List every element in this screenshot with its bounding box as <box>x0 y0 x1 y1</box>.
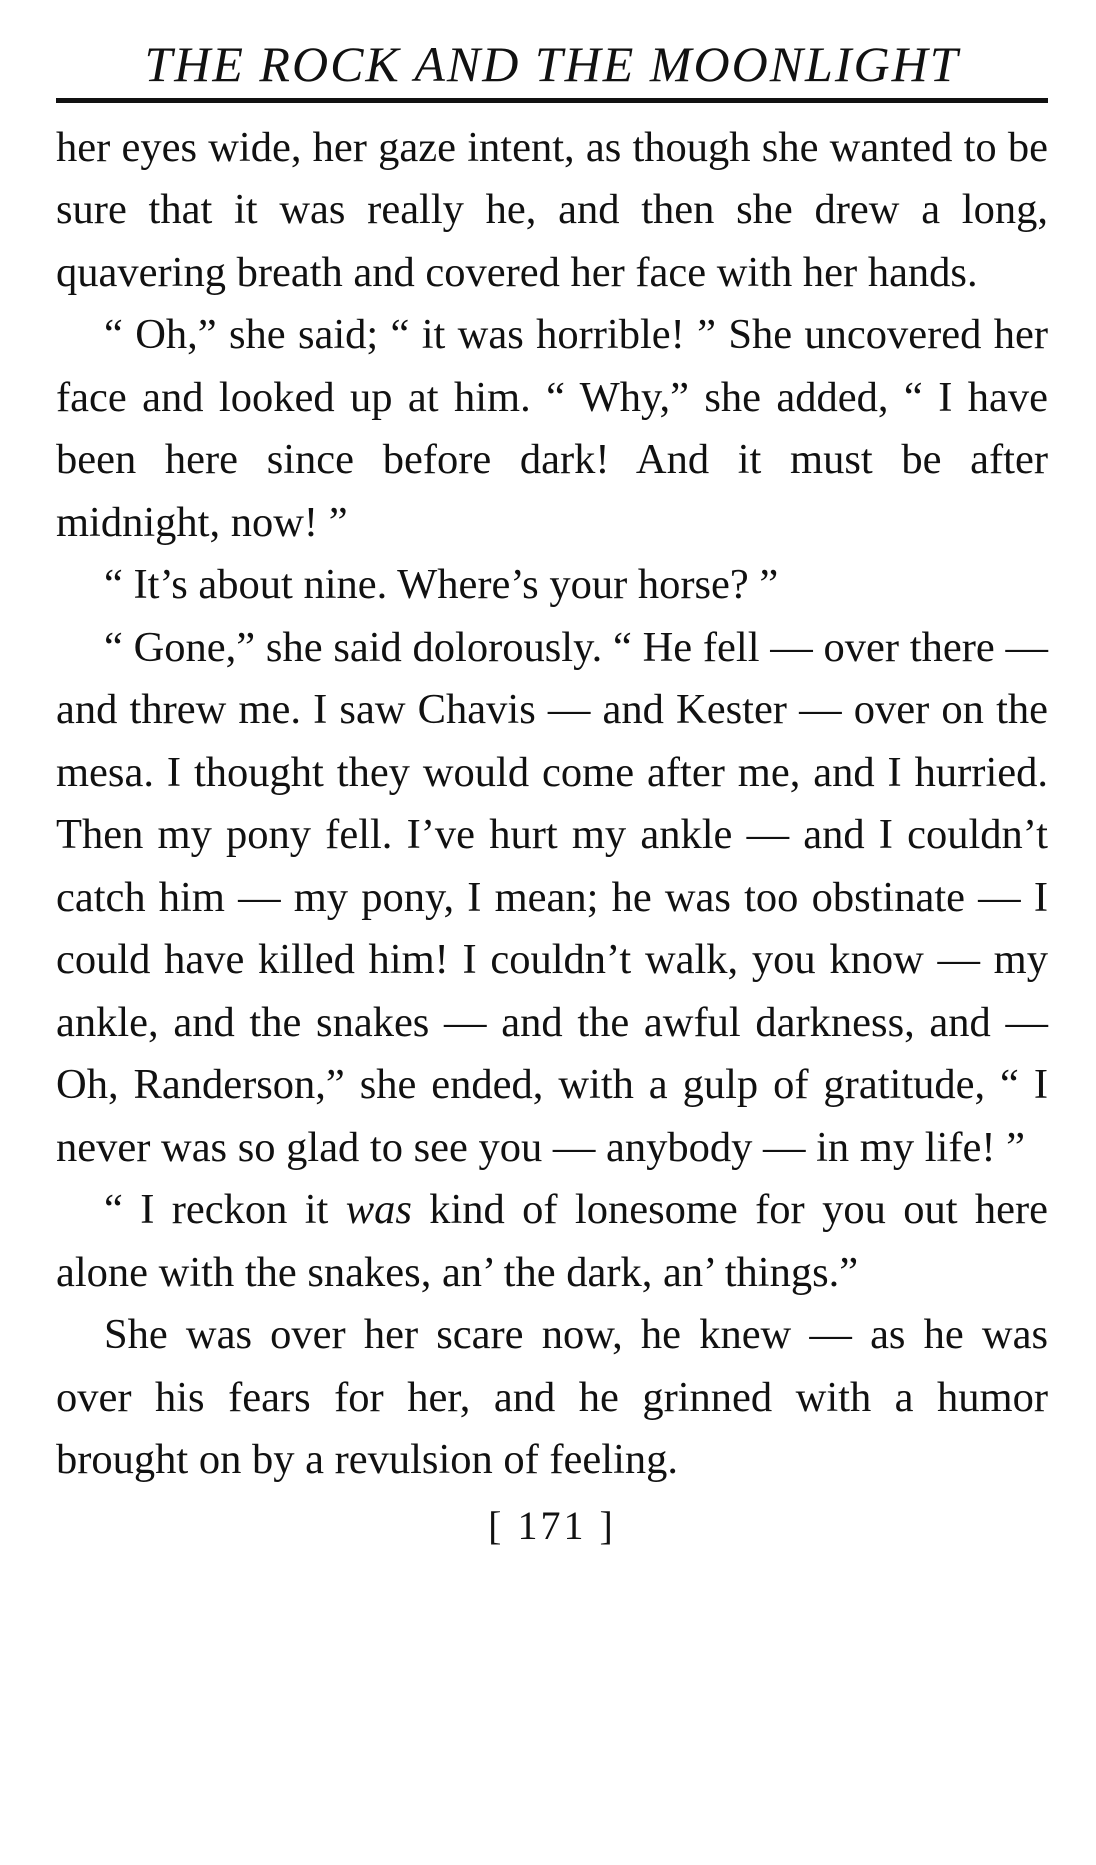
page-number: [ 171 ] <box>488 1502 616 1548</box>
paragraph-5-start: “ I reckon it <box>104 1186 346 1233</box>
running-head: THE ROCK AND THE MOONLIGHT <box>56 36 1048 103</box>
paragraph-2: “ Oh,” she said; “ it was horrible! ” She uncovered her face and looked up at him. “ Why,” she added, “ I have been here since before dark! And it must be after midnight, now! ” <box>56 311 1048 546</box>
paragraph-5-emphasis: was <box>345 1186 412 1233</box>
paragraph-5 <box>56 1179 1048 1304</box>
book-page <box>56 36 1048 1549</box>
paragraph-3: “ It’s about nine. Where’s your horse? ” <box>104 561 779 608</box>
paragraph-6: She was over her scare now, he knew — as he was over his fears for her, and he grinned with a humor brought on by a revulsion of feeling. <box>56 1311 1048 1483</box>
paragraph-4: “ Gone,” she said dolorously. “ He fell — over there — and threw me. I saw Chavis — and Kester — over on the mesa. I thought they would come after me, and I hurried. Then my pony fell. I’ve hurt my ankle — and I couldn’t catch him — my pony, I mean; he was too obstinate — I could have killed him! I couldn’t walk, you know — my ankle, and the snakes — and the awful darkness, and — Oh, Randerson,” she ended, with a gulp of gratitude, “ I never was so glad to see you — anybody — in my life! ” <box>56 623 1048 1171</box>
body-text <box>56 117 1048 1492</box>
paragraph-5-end: kind of lonesome for you out here alone with the snakes, an’ the dark, an’ things.” <box>56 1186 1048 1296</box>
paragraph-1: her eyes wide, her gaze intent, as though she wanted to be sure that it was really he, and then she drew a long, quavering breath and covered her face with her hands. <box>56 123 1048 296</box>
